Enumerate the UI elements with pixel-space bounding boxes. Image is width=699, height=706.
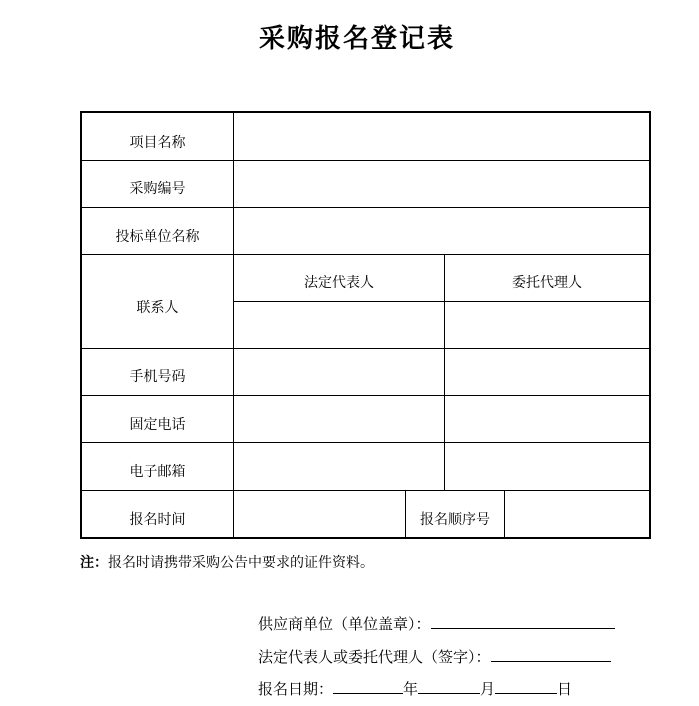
bidder-name-field[interactable] (234, 208, 649, 254)
email-label: 电子邮箱 (129, 464, 186, 480)
mobile-label: 手机号码 (129, 369, 186, 385)
agent-landline-field[interactable] (445, 396, 649, 442)
supplier-signature-line (258, 612, 615, 634)
date-line (258, 677, 572, 699)
reg-time-label: 报名时间 (129, 512, 186, 528)
month-unit: 月 (480, 680, 496, 698)
purchase-no-label: 采购编号 (129, 181, 186, 197)
day-unit: 日 (557, 680, 573, 698)
landline-label: 固定电话 (129, 417, 186, 433)
rep-label: 法定代表人或委托代理人（签字）： (258, 648, 491, 666)
legal-rep-header: 法定代表人 (304, 275, 374, 291)
supplier-seal-blank[interactable] (431, 612, 615, 629)
reg-order-field[interactable] (505, 491, 649, 537)
agent-mobile-field[interactable] (445, 349, 649, 395)
row-divider (82, 254, 649, 255)
note-text: 报名时请携带采购公告中要求的证件资料。 (108, 555, 374, 571)
note-prefix: 注： (80, 555, 108, 571)
reg-order-label: 报名顺序号 (420, 512, 490, 528)
month-blank[interactable] (418, 677, 480, 694)
legal-rep-name-field[interactable] (234, 302, 444, 348)
contact-label: 联系人 (136, 300, 179, 316)
bidder-name-label: 投标单位名称 (115, 229, 200, 245)
rep-signature-blank[interactable] (491, 645, 611, 662)
day-blank[interactable] (495, 677, 557, 694)
reg-time-field[interactable] (234, 491, 405, 537)
page-title: 采购报名登记表 (258, 24, 455, 54)
legal-rep-landline-field[interactable] (234, 396, 444, 442)
rep-signature-line (258, 645, 611, 667)
note (80, 552, 374, 572)
agent-header: 委托代理人 (512, 275, 582, 291)
project-name-label: 项目名称 (129, 135, 186, 151)
legal-rep-mobile-field[interactable] (234, 349, 444, 395)
year-blank[interactable] (333, 677, 403, 694)
agent-email-field[interactable] (445, 443, 649, 490)
purchase-no-field[interactable] (234, 161, 649, 207)
date-label: 报名日期： (258, 680, 334, 698)
agent-name-field[interactable] (445, 302, 649, 348)
supplier-label: 供应商单位（单位盖章）： (258, 615, 431, 633)
registration-form-table (80, 111, 651, 539)
legal-rep-email-field[interactable] (234, 443, 444, 490)
project-name-field[interactable] (234, 113, 649, 160)
year-unit: 年 (403, 680, 419, 698)
